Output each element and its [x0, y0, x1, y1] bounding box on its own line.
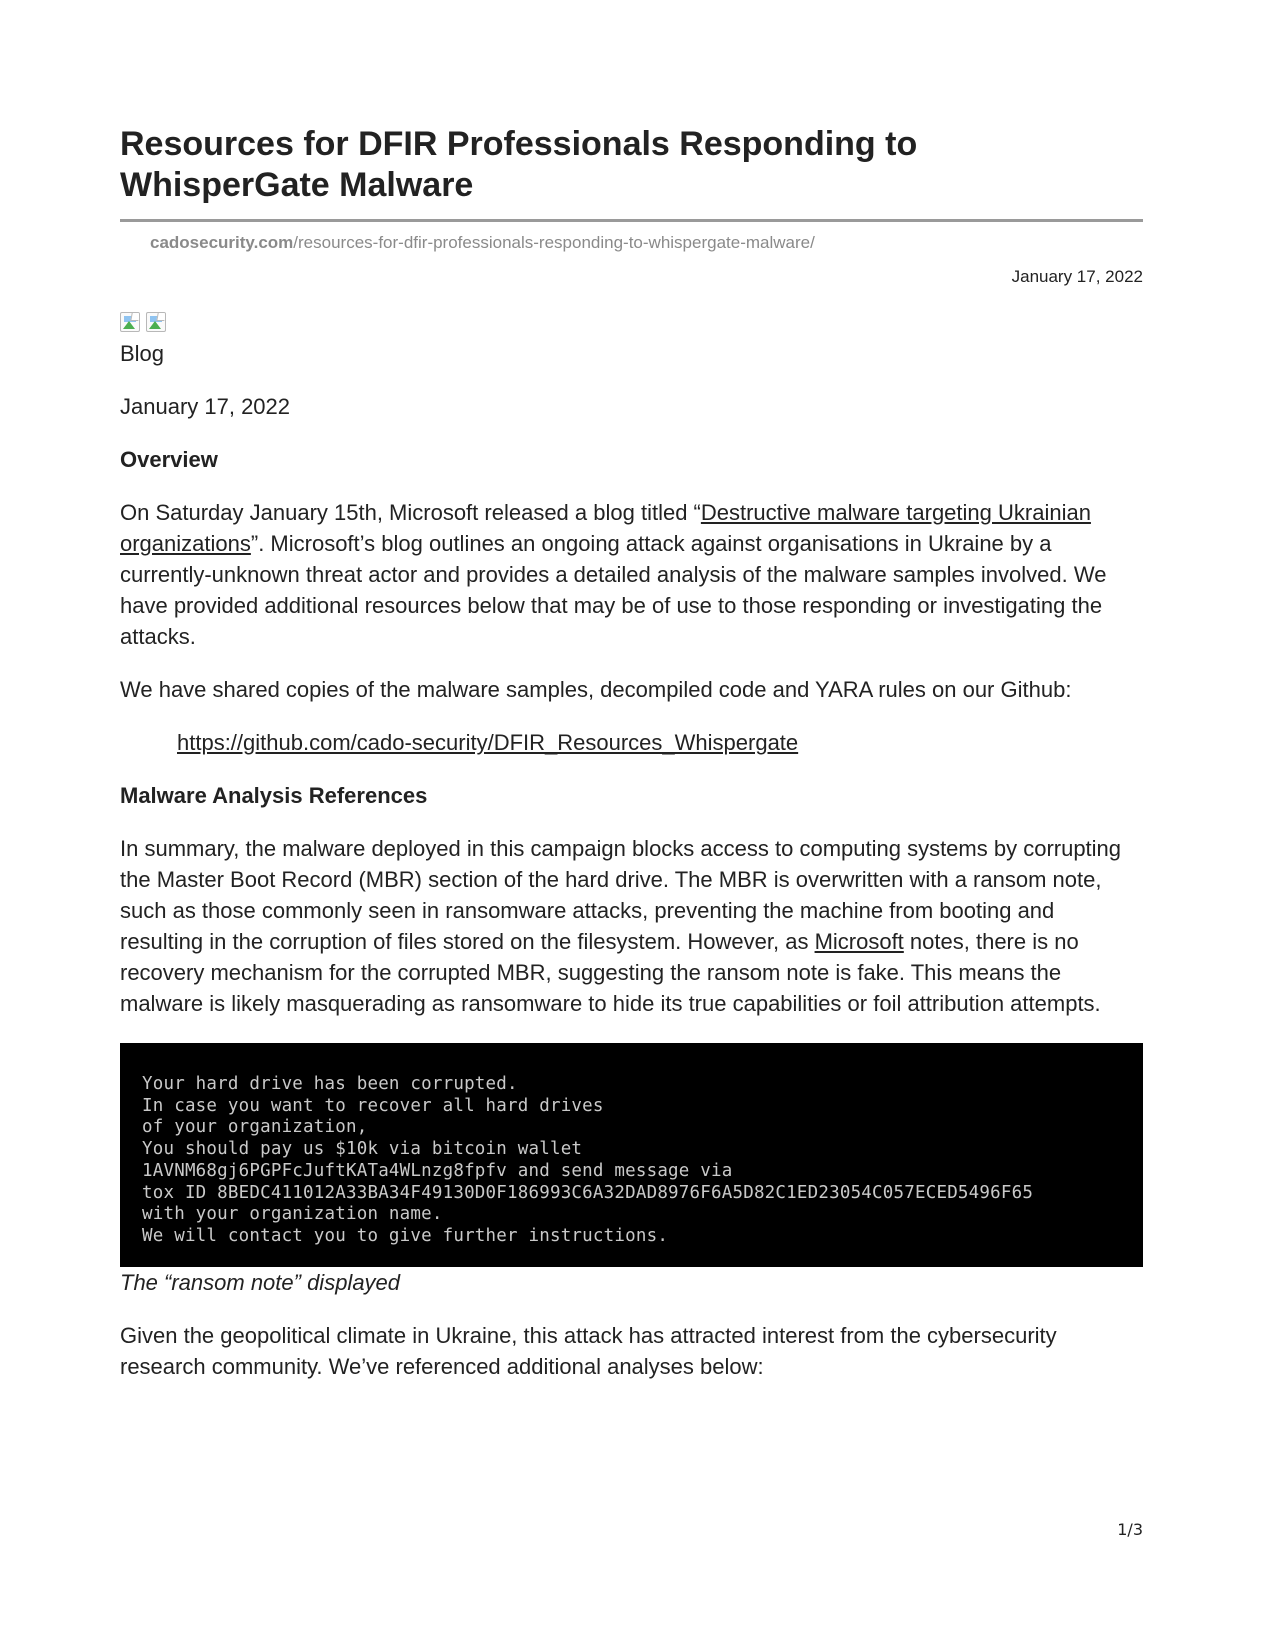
github-link-block: [120, 727, 1143, 758]
ransom-note-line: In case you want to recover all hard drives: [142, 1095, 604, 1116]
source-url: [120, 232, 1143, 254]
ransom-note-screenshot: [120, 1043, 1143, 1267]
title-line-2: WhisperGate Malware: [120, 166, 474, 204]
category-label: Blog: [120, 341, 165, 366]
ransom-note-line: with your organization name.: [142, 1204, 443, 1225]
source-url-path: /resources-for-dfir-professionals-responding-to-whispergate-malware/: [293, 233, 815, 252]
analysis-heading: Malware Analysis References: [120, 783, 428, 808]
article: [120, 124, 1143, 1382]
source-url-domain: cadosecurity.com: [150, 233, 294, 252]
broken-image-icon: [120, 312, 140, 332]
ransom-note-line: tox ID 8BEDC411012A33BA34F49130D0F186993C6A32DAD8976F6A5D82C1ED23054C057ECED5496F65: [142, 1182, 1034, 1203]
ransom-note-line: We will contact you to give further instructions.: [142, 1225, 669, 1246]
ransom-note-line: You should pay us $10k via bitcoin wallet: [142, 1139, 583, 1160]
overview-paragraph-1: On Saturday January 15th, Microsoft released a blog titled “Destructive malware targeting Ukrainian organizations”. Microsoft’s blog outlines an ongoing attack against organisations in Ukraine by a currently-unknown threat actor and provides a detailed analysis of the malware samples involved. We have provided additional resources below that may be of use to those responding or investigating the attacks.: [120, 500, 1107, 649]
page-title: [120, 124, 1143, 206]
figure-caption: The “ransom note” displayed: [120, 1270, 401, 1295]
analysis-paragraph-1: In summary, the malware deployed in this campaign blocks access to computing systems by corrupting the Master Boot Record (MBR) section of the hard drive. The MBR is overwritten with a ransom note, such as those commonly seen in ransomware attacks, preventing the machine from booting and resulting in the corruption of files stored on the filesystem. However, as Microsoft notes, there is no recovery mechanism for the corrupted MBR, suggesting the ransom note is fake. This means the malware is likely masquerading as ransomware to hide its true capabilities or foil attribution attempts.: [120, 836, 1122, 1016]
page-number: 1/3: [1117, 1520, 1143, 1539]
overview-heading: Overview: [120, 447, 218, 472]
ransom-note-line: of your organization,: [142, 1117, 368, 1138]
ransom-note-line: Your hard drive has been corrupted.: [142, 1074, 518, 1094]
title-divider: [120, 219, 1143, 222]
github-link[interactable]: https://github.com/cado-security/DFIR_Resources_Whispergate: [177, 730, 799, 755]
microsoft-link[interactable]: Microsoft: [814, 929, 904, 954]
broken-image-icon: [146, 312, 166, 332]
ransom-note-line: 1AVNM68gj6PGPFcJuftKATa4WLnzg8fpfv and send message via: [142, 1160, 733, 1181]
analysis-paragraph-2: Given the geopolitical climate in Ukraine, this attack has attracted interest from the cybersecurity research community. We’ve referenced additional analyses below:: [120, 1323, 1057, 1379]
post-date: January 17, 2022: [120, 394, 291, 419]
header-date: January 17, 2022: [1011, 267, 1143, 286]
title-line-1: Resources for DFIR Professionals Responding to: [120, 125, 918, 163]
overview-paragraph-2: We have shared copies of the malware samples, decompiled code and YARA rules on our Github:: [120, 677, 1072, 702]
broken-images: [120, 312, 1143, 336]
microsoft-blog-link[interactable]: Destructive malware targeting Ukrainian organizations: [120, 500, 1091, 556]
